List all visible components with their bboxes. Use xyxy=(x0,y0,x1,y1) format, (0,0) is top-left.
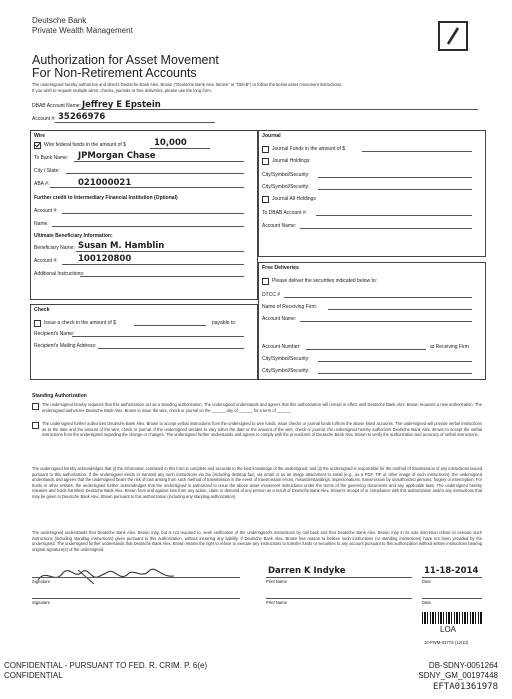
footer-confidential-1: CONFIDENTIAL - PURSUANT TO FED. R. CRIM. P. 6(e) xyxy=(4,661,208,670)
free-delivery-heading: Free Deliveries xyxy=(262,265,299,271)
footer-bates-3: EFTA01361978 xyxy=(432,682,498,692)
footer-confidential-2: CONFIDENTIAL xyxy=(4,671,63,680)
further-credit-label: Further credit to Intermediary Financial Institution (Optional) xyxy=(34,195,178,201)
standing-checkbox-2[interactable] xyxy=(32,422,39,429)
journal-cusip-line-1 xyxy=(318,177,472,178)
form-title-2: For Non-Retirement Accounts xyxy=(32,66,197,80)
inter-name-line xyxy=(52,226,244,227)
print-name-line-2 xyxy=(266,598,412,599)
standing-checkbox-1[interactable] xyxy=(32,403,39,410)
date-line-1 xyxy=(422,577,482,578)
footer-bates-1: DB-SDNY-0051264 xyxy=(428,661,498,670)
legal-para-1: The undersigned hereby acknowledges that (i) the information contained in this form is complete and accurate to the best knowledge of the undersigned; and (ii) the undersigned is responsible for the method of transmission of any instructions issued pursuant to this authorization. If the undersigned elects to transmit any such instructions via fax (including desktop fax), via email or as an image attachment to email (e.g., as a PDF, TIF or other image of such instructions), the undersigned understands and agrees that the undersigned bears the risk of loss arising from such method of transmission in the event of transmission errors, misunderstandings, impersonations, transmission by unauthorized persons, forgery or interception. For trusts or other entities, the undersigned further acknowledges that the undersigned is authorized to issue the above asset movement instructions under the terms of the governing documents and any applicable laws. The undersigned hereby releases and holds harmless Deutsche Bank Alex. Brown from and against loss from any action, claim or demand of any person as a result of Deutsche Bank Alex. Brown's receipt of or compliance with this authorization and/or any instructions that may be given to Deutsche Bank Alex. Brown pursuant to this authorization (including any standing authorization). xyxy=(32,466,482,499)
journal-cusip-line-2 xyxy=(318,189,472,190)
signature-scribble xyxy=(34,564,184,586)
wire-amount[interactable]: 10,000 xyxy=(154,138,187,148)
account-name-value[interactable]: Jeffrey E Epstein xyxy=(82,100,161,110)
journal-funds-label: Journal Funds in the amount of $ xyxy=(272,146,346,152)
deutsche-bank-logo xyxy=(438,21,468,51)
to-bank-value[interactable]: JPMorgan Chase xyxy=(78,151,156,161)
account-name-line xyxy=(78,109,478,110)
account-no-line xyxy=(55,122,215,123)
standing-heading: Standing Authorization xyxy=(32,393,87,399)
form-code: 10-PWM-0177S (12/10) xyxy=(424,640,469,645)
recipient-name-line xyxy=(72,336,244,337)
fd-cusip-line-1 xyxy=(318,361,472,362)
journal-to-account-line xyxy=(316,215,472,216)
wire-heading: Wire xyxy=(34,133,46,139)
account-no-label: Account #: xyxy=(32,116,56,122)
free-delivery-checkbox[interactable] xyxy=(262,278,269,285)
date-value[interactable]: 11-18-2014 xyxy=(424,566,479,576)
brand-division: Private Wealth Management xyxy=(32,26,133,35)
footer-bates-2: SDNY_GM_00197448 xyxy=(418,671,498,680)
inter-account-label: Account #: xyxy=(34,208,58,214)
fd-account-name-label: Account Name: xyxy=(262,316,297,322)
standing-para-2: The undersigned further authorizes Deutsche Bank Alex. Brown to accept verbal instructions from the undersigned to wire funds, issue checks or journal funds to/from the above listed accounts. The undersigned will provide verbal instructions as to the date and the amount of the wire, check or journal. If the undersigned decides to vary either the date or the amount of the wire, check or journal, the undersigned hereby authorizes Deutsche Bank Alex. Brown to accept the verbal instructions from the undersigned regarding the change or changes. The undersigned further understands and agrees to comply with the procedures of Deutsche Bank Alex. Brown to verify the authorization and accuracy of verbal instructions. xyxy=(42,421,482,438)
journal-heading: Journal xyxy=(262,133,281,139)
print-name-line-1 xyxy=(266,577,412,578)
date-line-2 xyxy=(422,598,482,599)
date-label-1: Date xyxy=(422,579,431,584)
fd-account-number-label: Account Number: xyxy=(262,344,301,350)
brand-name: Deutsche Bank xyxy=(32,16,87,25)
beneficiary-name-line xyxy=(76,251,244,252)
intro-line-1: The undersigned hereby authorizes and directs Deutsche Bank Alex. Brown ("Deutsche Bank Alex. Brown" or "DBAB") to follow the below asset movement instructions. xyxy=(32,82,343,87)
journal-funds-checkbox[interactable] xyxy=(262,146,269,153)
aba-label: ABA #: xyxy=(34,181,50,187)
beneficiary-account-value[interactable]: 100120800 xyxy=(78,254,132,264)
free-delivery-label: Please deliver the securities indicated below to: xyxy=(272,278,378,284)
aba-line xyxy=(50,187,244,188)
check-section xyxy=(30,304,258,380)
fd-cusip-label-2: City/Symbol/Security: xyxy=(262,368,310,374)
fd-cusip-label-1: City/Symbol/Security: xyxy=(262,356,310,362)
account-no-value[interactable]: 35266976 xyxy=(58,112,106,122)
fd-account-number-line xyxy=(306,349,426,350)
fd-account-name-line xyxy=(300,321,472,322)
check-issue-label: Issue a check in the amount of $ xyxy=(44,320,116,326)
print-name-label-2: Print Name xyxy=(266,600,287,605)
check-checkbox[interactable] xyxy=(34,320,41,327)
form-title-1: Authorization for Asset Movement xyxy=(32,53,219,67)
standing-para-1: The undersigned hereby requests that this authorization act as a standing authorization. The undersigned understands and agrees that this authorization will remain in effect until Deutsche Bank Alex. Brown requests a new authorization. The undersigned authorizes Deutsche Bank Alex. Brown to issue the wire, check or journal on the ______ day of ______ for a term of ______ xyxy=(42,402,482,413)
journal-account-name-label: Account Name: xyxy=(262,223,297,229)
at-firm-label: at Receiving Firm xyxy=(430,344,469,350)
journal-cusip-label-2: City/Symbol/Security: xyxy=(262,184,310,190)
city-state-line xyxy=(66,173,244,174)
wire-checkbox[interactable] xyxy=(34,142,41,149)
date-label-2: Date xyxy=(422,600,431,605)
legal-para-2: The undersigned understands that Deutsche Bank Alex. Brown may, but is not required to, seek verification of the undersigned's instructions by call back and that Deutsche Bank Alex. Brown may in its sole discretion refuse to execute such instructions (including standing instructions) given pursuant to this authorization, without incurring any liability, if Deutsche Bank Alex. Brown has reason to believe such instructions (or standing instructions) have not been provided by the undersigned. The undersigned further understands that Deutsche Bank Alex. Brown retains the right to refuse to execute any instructions to transfer funds or securities to any account pursuant to this authorization without written instructions bearing original signature(s) of the undersigned. xyxy=(32,530,482,552)
wire-fed-label: Wire federal funds in the amount of $ xyxy=(44,142,126,148)
signature-label-1: Signature xyxy=(32,579,50,584)
recipient-mailing-label: Recipient's Mailing Address: xyxy=(34,343,97,349)
recipient-name-label: Recipient's Name: xyxy=(34,331,75,337)
dtcc-label: DTCC # xyxy=(262,292,281,298)
signature-line-2 xyxy=(32,598,240,599)
journal-all-label: Journal All Holdings xyxy=(272,196,316,202)
aba-value[interactable]: 021000021 xyxy=(78,178,132,188)
journal-cusip-label-1: City/Symbol/Security: xyxy=(262,172,310,178)
journal-holdings-checkbox[interactable] xyxy=(262,158,269,165)
barcode xyxy=(422,612,482,624)
print-name-label-1: Print Name xyxy=(266,579,287,584)
check-heading: Check xyxy=(34,307,50,313)
receiving-firm-line xyxy=(328,309,472,310)
signature-label-2: Signature xyxy=(32,600,50,605)
beneficiary-account-line xyxy=(62,264,244,265)
journal-all-checkbox[interactable] xyxy=(262,196,269,203)
account-name-label: DBAB Account Name: xyxy=(32,103,81,109)
inter-account-line xyxy=(62,213,244,214)
barcode-caption: LOA xyxy=(440,625,457,634)
fd-cusip-line-2 xyxy=(318,373,472,374)
city-state-label: City / State: xyxy=(34,168,60,174)
journal-to-account-label: To DBAB Account #: xyxy=(262,210,308,216)
intro-line-2: If you wish to request multiple wires, checks, journals or free deliveries, please use the long form. xyxy=(32,88,212,93)
additional-label: Additional Instructions: xyxy=(34,271,85,277)
beneficiary-name-label: Beneficiary Name: xyxy=(34,245,75,251)
beneficiary-heading: Ultimate Beneficiary Information: xyxy=(34,233,113,239)
journal-account-name-line xyxy=(300,228,472,229)
journal-holdings-label: Journal Holdings: xyxy=(272,158,311,164)
recipient-mailing-line xyxy=(98,348,244,349)
dtcc-line xyxy=(284,297,472,298)
beneficiary-account-label: Account #: xyxy=(34,258,58,264)
to-bank-line xyxy=(74,161,244,162)
print-name-value[interactable]: Darren K Indyke xyxy=(268,566,346,576)
receiving-firm-label: Name of Receiving Firm: xyxy=(262,304,318,310)
beneficiary-name-value[interactable]: Susan M. Hamblin xyxy=(78,241,165,251)
check-payable-label: payable to: xyxy=(212,320,237,326)
to-bank-label: To Bank Name: xyxy=(34,155,69,161)
wire-amount-line xyxy=(150,148,210,149)
check-amount-line xyxy=(134,325,206,326)
additional-line xyxy=(80,276,244,277)
journal-funds-line xyxy=(362,151,472,152)
inter-name-label: Name: xyxy=(34,221,49,227)
signature-line-1 xyxy=(32,577,240,578)
